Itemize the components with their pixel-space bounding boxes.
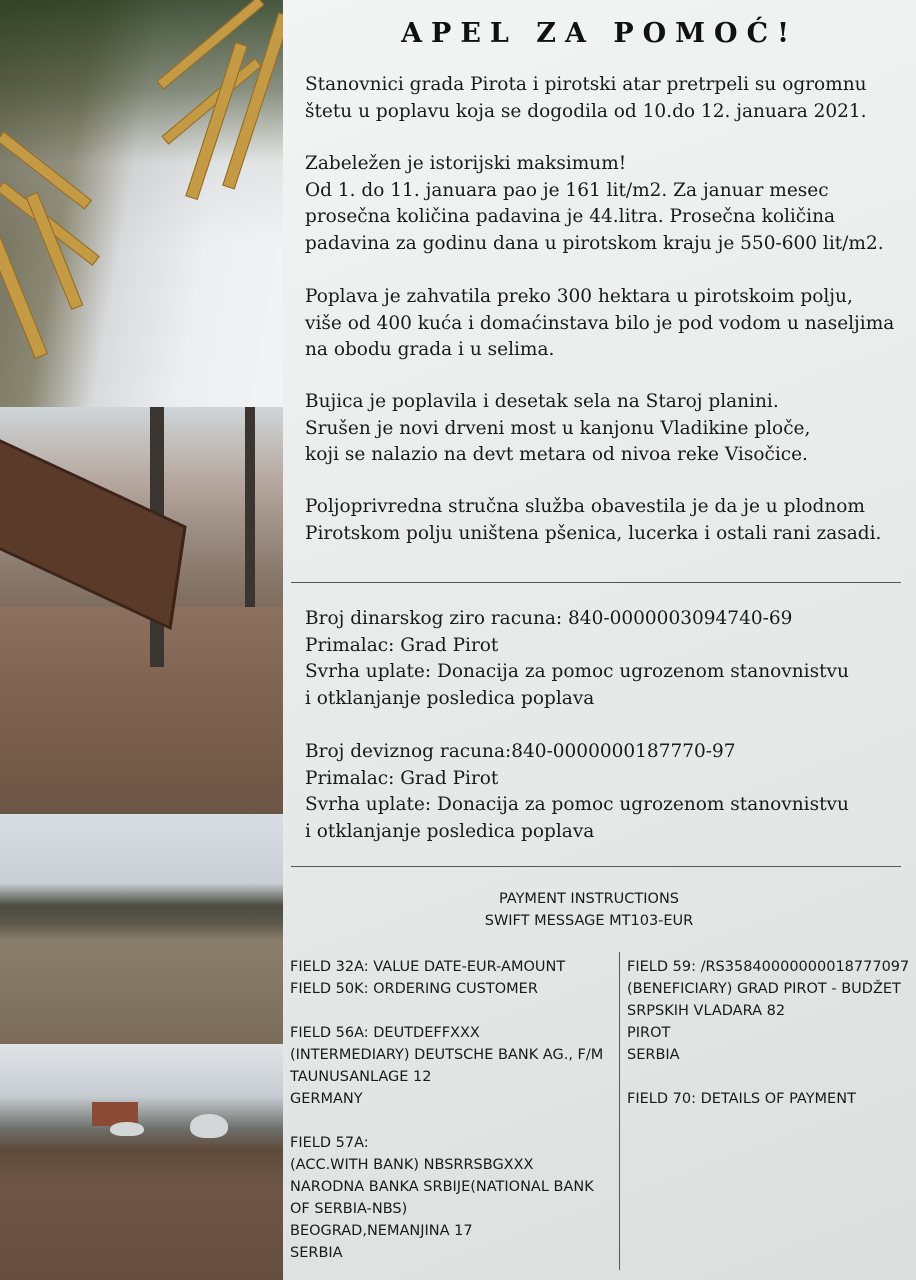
- swift-line: GERMANY: [290, 1091, 363, 1107]
- intro-paragraph: [305, 72, 905, 125]
- agriculture-paragraph: [305, 494, 905, 547]
- swift-line: SERBIA: [290, 1245, 343, 1261]
- column-divider: [619, 952, 620, 1270]
- text-line: štetu u poplavu koja se dogodila od 10.do 12. januara 2021.: [305, 100, 867, 122]
- swift-fields-right: [627, 956, 909, 1110]
- torrent-paragraph: [305, 389, 905, 469]
- text-line: Srušen je novi drveni most u kanjonu Vladikine ploče,: [305, 417, 811, 439]
- text-line: Stanovnici grada Pirota i pirotski atar pretrpeli su ogromnu: [305, 74, 867, 95]
- swift-line: BEOGRAD,NEMANJINA 17: [290, 1223, 473, 1239]
- swift-line: (BENEFICIARY) GRAD PIROT - BUDŽET: [627, 981, 901, 997]
- text-line: Bujica je poplavila i desetak sela na Staroj planini.: [305, 391, 779, 412]
- text-line: Zabeležen je istorijski maksimum!: [305, 153, 627, 174]
- swift-line: FIELD 57A:: [290, 1135, 369, 1151]
- swift-line: (INTERMEDIARY) DEUTSCHE BANK AG., F/M: [290, 1047, 604, 1063]
- divider: [291, 582, 901, 583]
- swift-line: [290, 1000, 603, 1022]
- text-line: i otklanjanje posledica poplava: [305, 820, 595, 842]
- dinar-account-block: [305, 606, 905, 712]
- page-title: APEL ZA POMOĆ!: [401, 18, 798, 49]
- foreign-account-number: Broj deviznog racuna:840-0000000187770-97: [305, 741, 736, 762]
- swift-fields-left: [290, 956, 603, 1264]
- swift-line: OF SERBIA-NBS): [290, 1201, 408, 1217]
- swift-line: FIELD 32A: VALUE DATE-EUR-AMOUNT: [290, 959, 566, 975]
- dinar-account-number: Broj dinarskog ziro racuna: 840-0000003094740-69: [305, 608, 793, 629]
- text-line: Svrha uplate: Donacija za pomoc ugrozenom stanovnistvu: [305, 794, 849, 815]
- swift-line: FIELD 56A: DEUTDEFFXXX: [290, 1025, 480, 1041]
- swift-line: PIROT: [627, 1025, 671, 1041]
- text-line: Poljoprivredna stručna služba obavestila je da je u plodnom: [305, 496, 865, 517]
- swift-line: (ACC.WITH BANK) NBSRRSBGXXX: [290, 1157, 534, 1173]
- swift-line: SRPSKIH VLADARA 82: [627, 1003, 786, 1019]
- text-line: na obodu grada i u selima.: [305, 339, 555, 360]
- text-line: Od 1. do 11. januara pao je 161 lit/m2. Za januar mesec: [305, 179, 829, 201]
- swift-line: TAUNUSANLAGE 12: [290, 1069, 432, 1085]
- text-line: Primalac: Grad Pirot: [305, 634, 499, 656]
- swift-line: [290, 1110, 603, 1132]
- payment-subheading: SWIFT MESSAGE MT103-EUR: [484, 913, 694, 929]
- photo-flooded-village: [0, 1044, 283, 1280]
- text-line: Poplava je zahvatila preko 300 hektara u pirotskoim polju,: [305, 286, 853, 307]
- swift-line: [627, 1066, 909, 1088]
- photo-wooden-bridge: [0, 0, 283, 407]
- swift-line: NARODNA BANKA SRBIJE(NATIONAL BANK: [290, 1179, 594, 1195]
- flood-paragraph: [305, 284, 905, 364]
- divider: [291, 866, 901, 867]
- text-line: više od 400 kuća i domaćinstava bilo je pod vodom u naseljima: [305, 312, 895, 334]
- photo-column: [0, 0, 283, 1280]
- photo-flooded-road: [0, 814, 283, 1044]
- appeal-content: [283, 0, 916, 1280]
- swift-line: SERBIA: [627, 1047, 680, 1063]
- photo-collapsed-shelter: [0, 407, 283, 814]
- swift-line: FIELD 50K: ORDERING CUSTOMER: [290, 981, 538, 997]
- text-line: koji se nalazio na devt metara od nivoa reke Visočice.: [305, 444, 808, 465]
- text-line: Svrha uplate: Donacija za pomoc ugrozenom stanovnistvu: [305, 661, 849, 682]
- swift-line: FIELD 59: /RS35840000000018777097: [627, 959, 910, 975]
- text-line: padavina za godinu dana u pirotskom kraju je 550-600 lit/m2.: [305, 232, 884, 254]
- text-line: prosečna količina padavina je 44.litra. Prosečna količina: [305, 206, 836, 227]
- text-line: Primalac: Grad Pirot: [305, 767, 499, 789]
- text-line: Pirotskom polju uništena pšenica, lucerka i ostali rani zasadi.: [305, 522, 882, 544]
- payment-instructions-header: [283, 888, 895, 932]
- record-paragraph: [305, 151, 905, 257]
- swift-line: FIELD 70: DETAILS OF PAYMENT: [627, 1091, 856, 1107]
- payment-heading: PAYMENT INSTRUCTIONS: [498, 891, 680, 907]
- text-line: i otklanjanje posledica poplava: [305, 687, 595, 709]
- foreign-account-block: [305, 739, 905, 845]
